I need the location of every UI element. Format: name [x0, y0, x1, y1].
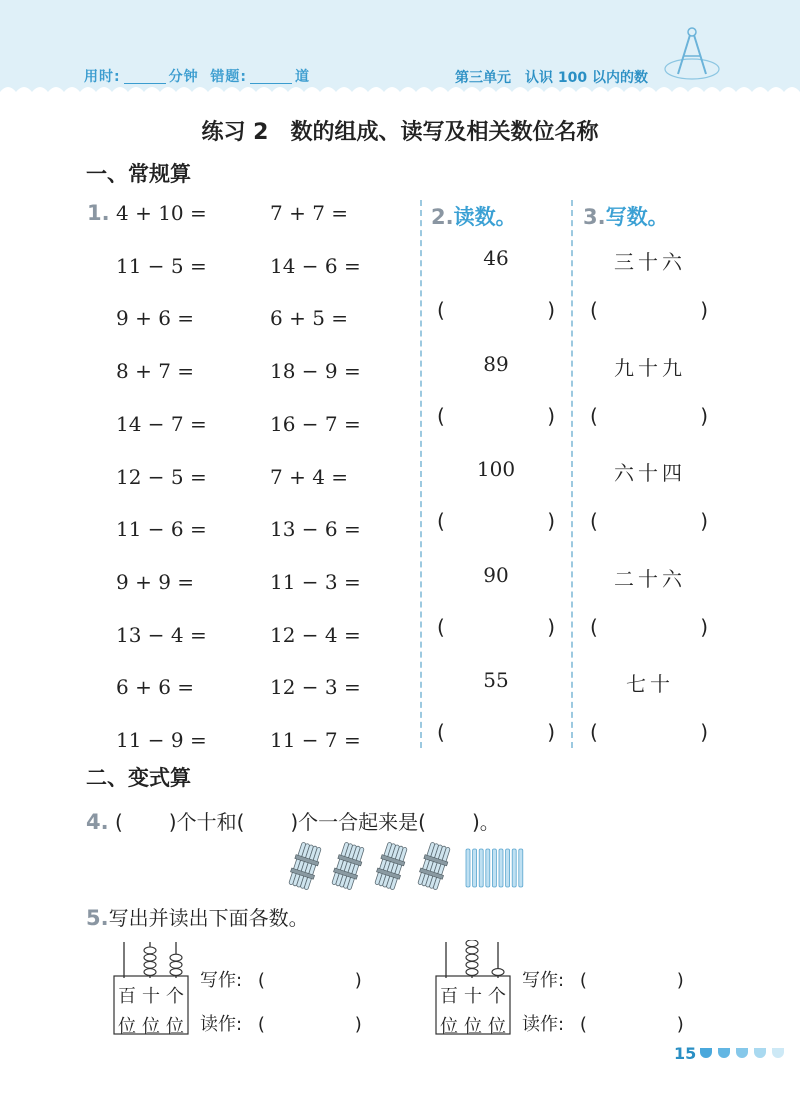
number-word-to-write: 九十九 [614, 355, 686, 380]
q5-prompt [86, 902, 309, 931]
equation: 6 + 5 = [270, 306, 349, 331]
read-label: 读作: [522, 1014, 565, 1035]
equation: 9 + 6 = [116, 306, 195, 331]
equation: 16 − 7 = [270, 411, 361, 436]
errors-label: 错题: [210, 69, 247, 85]
footer-decor-dot [700, 1048, 712, 1058]
errors-blank[interactable] [250, 71, 292, 84]
abacus-2-place-top [437, 982, 509, 1008]
place-word: 位 [440, 1016, 458, 1037]
paren-open: ( [437, 509, 445, 533]
footer-decor-dot [754, 1048, 766, 1058]
q4-part-1: ( [114, 810, 123, 834]
q3-number: 3. [583, 205, 606, 229]
page-number: 15 [674, 1044, 697, 1063]
number-to-read: 100 [476, 457, 516, 481]
q2-title: 读数。 [453, 205, 517, 229]
single-stick [506, 849, 510, 887]
number-word-to-write: 六十四 [614, 461, 686, 485]
single-stick [479, 849, 483, 887]
paren-close: ) [700, 720, 708, 744]
write-answer-blank[interactable] [590, 615, 708, 639]
number-to-read: 55 [483, 668, 509, 692]
section-2-title: 二、变式算 [86, 766, 191, 790]
write-label: 写作: [522, 970, 565, 991]
section-1-title: 一、常规算 [86, 162, 191, 186]
q4-part-4: )。 [471, 810, 500, 834]
read-label: 读作: [200, 1014, 243, 1035]
place-word: 位 [488, 1016, 506, 1037]
equation: 11 − 6 = [116, 517, 207, 542]
place-word: 位 [464, 1016, 482, 1037]
abacus-bead [466, 940, 478, 947]
abacus-2-read-row [522, 1010, 684, 1036]
single-stick [492, 849, 496, 887]
q1-number: 1. [87, 201, 110, 225]
number-to-read: 89 [483, 351, 509, 376]
equation: 11 − 7 = [270, 728, 361, 752]
abacus-1-read-row [200, 1010, 362, 1036]
paren-open: ( [590, 298, 598, 322]
read-answer-blank[interactable] [437, 720, 555, 744]
q3-heading [583, 201, 669, 231]
paren-open: ( [579, 970, 587, 991]
paren-open: ( [590, 720, 598, 744]
single-stick [486, 849, 490, 887]
single-sticks [464, 847, 528, 889]
abacus-bead [170, 954, 182, 961]
place-word: 位 [118, 1016, 136, 1037]
write-answer-2[interactable] [580, 970, 684, 991]
paren-open: ( [579, 1014, 587, 1035]
abacus-bead [170, 961, 182, 968]
equation: 7 + 7 = [270, 201, 349, 225]
footer-decor-dot [772, 1048, 784, 1058]
paren-close: ) [547, 614, 555, 639]
place-hundreds: 百 [118, 986, 136, 1007]
read-answer-blank[interactable] [437, 404, 555, 428]
number-to-read: 46 [483, 246, 509, 270]
abacus-bead [144, 969, 156, 976]
single-stick [466, 849, 470, 887]
paren-close: ) [354, 970, 362, 991]
equation: 8 + 7 = [116, 359, 195, 384]
paren-close: ) [547, 720, 555, 744]
equation: 12 − 5 = [116, 464, 207, 489]
divider-dashed-1 [420, 200, 422, 748]
equation: 9 + 9 = [116, 569, 195, 594]
equation: 6 + 6 = [116, 675, 195, 700]
place-tens: 十 [142, 986, 160, 1007]
equation: 4 + 10 = [116, 201, 207, 225]
header-scallop-edge [0, 84, 800, 104]
page-title: 练习 2 数的组成、读写及相关数位名称 [201, 120, 599, 145]
paren-open: ( [437, 298, 445, 322]
equation: 14 − 7 = [116, 411, 207, 436]
read-answer-1[interactable] [258, 1014, 362, 1035]
paren-close: ) [547, 403, 555, 428]
time-record [84, 66, 310, 86]
abacus-bead [466, 961, 478, 968]
paren-open: ( [590, 403, 598, 428]
q4-sentence [86, 806, 500, 835]
paren-close: ) [700, 614, 708, 639]
paren-close: ) [700, 509, 708, 533]
paren-close: ) [354, 1014, 362, 1035]
place-word: 位 [142, 1016, 160, 1037]
compass-icon [662, 24, 722, 84]
single-stick [519, 849, 523, 887]
abacus-2-write-row [522, 966, 684, 992]
abacus-bead [144, 947, 156, 954]
single-stick [499, 849, 503, 887]
time-label: 用时: [84, 69, 121, 85]
q2-number: 2. [431, 205, 454, 229]
footer-decor-dot [736, 1048, 748, 1058]
paren-open: ( [437, 720, 445, 744]
count-unit-label: 道 [294, 69, 310, 85]
paren-close: ) [700, 298, 708, 322]
paren-open: ( [590, 614, 598, 639]
abacus-bead [466, 954, 478, 961]
abacus-bead [466, 947, 478, 954]
equation: 13 − 4 = [116, 622, 207, 647]
abacus-bead [466, 969, 478, 976]
abacus-bead [492, 969, 504, 976]
read-answer-2[interactable] [580, 1014, 684, 1035]
equation: 7 + 4 = [270, 464, 349, 489]
abacus-1-write-row [200, 966, 362, 992]
abacus-bead [144, 954, 156, 961]
equation: 11 − 9 = [116, 728, 207, 752]
time-blank[interactable] [124, 71, 166, 84]
read-answer-blank[interactable] [437, 615, 555, 639]
q4-part-2: )个十和( [168, 810, 245, 834]
minutes-label: 分钟 [168, 69, 199, 85]
divider-dashed-2 [571, 200, 573, 748]
q4-part-3: )个一合起来是( [290, 810, 426, 834]
write-answer-blank[interactable] [590, 404, 708, 428]
abacus-1-place-bottom [115, 1012, 187, 1038]
equation: 13 − 6 = [270, 517, 361, 542]
abacus-2-place-bottom [437, 1012, 509, 1038]
equation: 14 − 6 = [270, 253, 361, 278]
paren-open: ( [257, 1014, 265, 1035]
q5-text: 写出并读出下面各数。 [108, 906, 309, 930]
equation: 11 − 5 = [116, 253, 207, 278]
read-answer-blank[interactable] [437, 298, 555, 322]
bundle-of-ten-sticks [373, 842, 409, 890]
q4-number: 4. [86, 810, 109, 834]
number-word-to-write: 七十 [626, 672, 674, 696]
paren-close: ) [700, 403, 708, 428]
place-ones: 个 [166, 986, 184, 1007]
paren-close: ) [676, 1014, 684, 1035]
q2-heading [431, 201, 517, 231]
q5-number: 5. [86, 906, 109, 930]
single-stick [512, 849, 516, 887]
write-answer-1[interactable] [258, 970, 362, 991]
equation: 11 − 3 = [270, 569, 361, 594]
write-answer-blank[interactable] [590, 298, 708, 322]
paren-open: ( [590, 509, 598, 533]
single-stick [473, 849, 477, 887]
write-answer-blank[interactable] [590, 509, 708, 533]
write-label: 写作: [200, 970, 243, 991]
read-answer-blank[interactable] [437, 509, 555, 533]
paren-open: ( [257, 970, 265, 991]
place-word: 位 [166, 1016, 184, 1037]
paren-open: ( [437, 614, 445, 639]
unit-title: 第三单元 认识 100 以内的数 [455, 70, 648, 86]
equation: 18 − 9 = [270, 359, 361, 384]
paren-close: ) [547, 509, 555, 533]
q3-title: 写数。 [605, 205, 669, 229]
number-to-read: 90 [483, 562, 509, 587]
write-answer-blank[interactable] [590, 720, 708, 744]
abacus-bead [144, 961, 156, 968]
footer-decor-dot [718, 1048, 730, 1058]
number-word-to-write: 二十六 [614, 566, 686, 591]
abacus-1-place-top [115, 982, 187, 1008]
abacus-bead [170, 969, 182, 976]
paren-close: ) [676, 970, 684, 991]
place-tens: 十 [464, 986, 482, 1007]
paren-open: ( [437, 403, 445, 428]
bundle-of-ten-sticks [287, 842, 323, 890]
paren-close: ) [547, 298, 555, 322]
place-hundreds: 百 [440, 986, 458, 1007]
number-word-to-write: 三十六 [614, 250, 686, 274]
place-ones: 个 [488, 986, 506, 1007]
equation: 12 − 4 = [270, 622, 361, 647]
bundle-of-ten-sticks [330, 842, 366, 890]
equation: 12 − 3 = [270, 675, 361, 700]
bundle-of-ten-sticks [416, 842, 452, 890]
